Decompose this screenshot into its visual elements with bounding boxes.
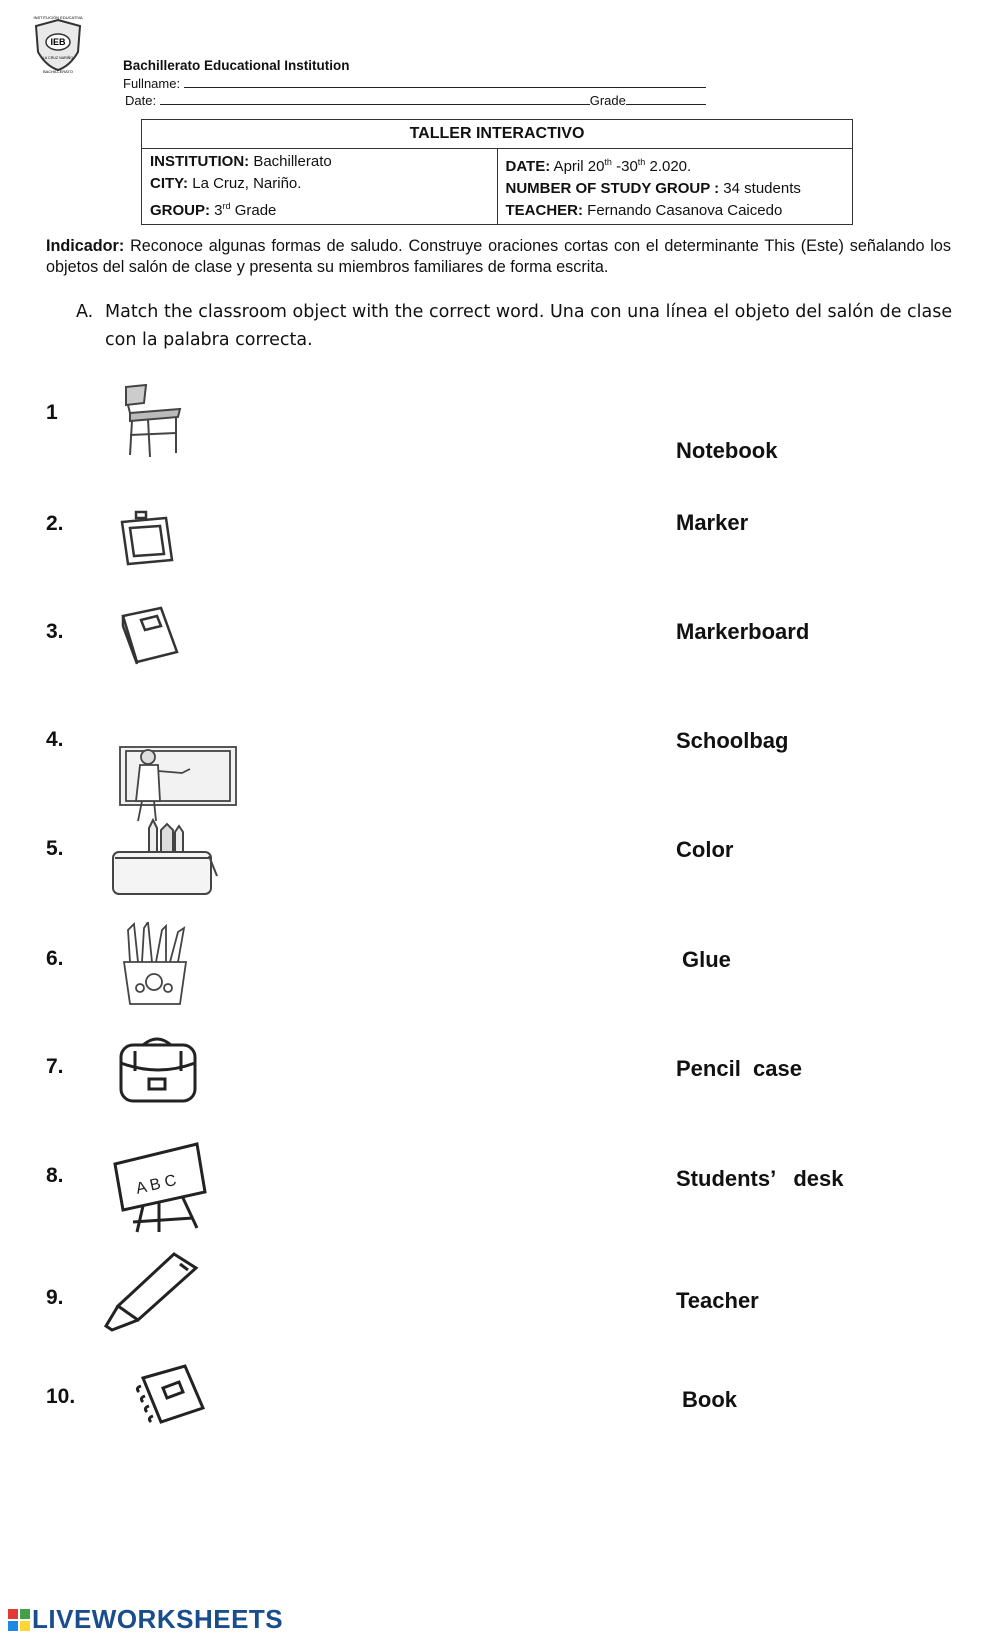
- word-9[interactable]: Teacher: [676, 1288, 759, 1313]
- date-info-label: DATE:: [505, 158, 551, 175]
- instruction-letter: A.: [76, 302, 94, 322]
- liveworksheets-logo-icon: [8, 1607, 30, 1629]
- word-3[interactable]: Markerboard: [676, 619, 810, 644]
- grade-input-line[interactable]: [626, 92, 706, 105]
- study-group-value: 34 students: [719, 180, 801, 197]
- date-sup-1: th: [604, 157, 612, 167]
- notebook-icon[interactable]: [133, 1364, 209, 1435]
- item-number-1: 1: [46, 401, 58, 424]
- svg-text:A B C: A B C: [134, 1171, 179, 1198]
- group-grade: Grade: [230, 202, 277, 219]
- group-label: GROUP:: [150, 202, 210, 219]
- logo-city-text: LA CRUZ NARIÑO: [42, 56, 74, 60]
- word-6[interactable]: Glue: [682, 947, 731, 972]
- book-icon[interactable]: [119, 606, 181, 671]
- date-value-1: April 20: [550, 158, 605, 175]
- institution-value: Bachillerato: [249, 153, 332, 170]
- schoolbag-icon[interactable]: [115, 1033, 201, 1110]
- institution-name: Bachillerato Educational Institution: [123, 58, 350, 73]
- marker-icon[interactable]: [104, 1250, 202, 1337]
- logo-bottom-text: BACHILLERATO: [42, 69, 74, 74]
- pencil-case-icon[interactable]: [111, 818, 219, 903]
- institution-row: [150, 151, 489, 173]
- date-value-3: 2.020.: [645, 158, 692, 175]
- footer-brand: LIVEWORKSHEETS: [32, 1604, 284, 1634]
- item-number-6: 6.: [46, 947, 64, 970]
- info-left-cell: [142, 149, 498, 225]
- instruction: [76, 298, 956, 354]
- word-1[interactable]: Notebook: [676, 438, 778, 463]
- item-number-4: 4.: [46, 728, 64, 751]
- logo-top-text: INSTITUCIÓN EDUCATIVA: [33, 15, 83, 20]
- teacher-label: TEACHER:: [505, 202, 583, 219]
- teacher-value: Fernando Casanova Caicedo: [583, 202, 783, 219]
- date-sup-2: th: [637, 157, 646, 167]
- indicador-paragraph: [46, 236, 951, 278]
- date-label: Date:: [125, 93, 157, 108]
- indicador-label: Indicador:: [46, 237, 125, 255]
- marker-board-icon[interactable]: [116, 510, 178, 573]
- grade-label: Grade: [589, 93, 626, 108]
- colors-icon[interactable]: [110, 922, 200, 1013]
- date-info-row: [506, 151, 845, 178]
- school-logo: [30, 14, 86, 74]
- fullname-row: [123, 75, 706, 91]
- item-number-8: 8.: [46, 1164, 64, 1187]
- fullname-input-line[interactable]: [184, 75, 706, 88]
- date-row: [125, 92, 706, 108]
- group-value: 3: [210, 202, 223, 219]
- logo-abbrev: IEB: [50, 37, 66, 47]
- indicador-text: Reconoce algunas formas de saludo. Construye oraciones cortas con el determinante This (Este) señalando los objetos del salón de clase y presenta su miembros familiares de forma escrita.: [46, 237, 951, 276]
- word-5[interactable]: Color: [676, 837, 734, 862]
- institution-label: INSTITUTION:: [150, 153, 250, 170]
- group-sup: rd: [222, 201, 231, 211]
- item-number-5: 5.: [46, 837, 64, 860]
- word-7[interactable]: Pencil case: [676, 1056, 802, 1081]
- word-2[interactable]: Marker: [676, 510, 749, 535]
- word-4[interactable]: Schoolbag: [676, 728, 789, 753]
- word-8[interactable]: Students’ desk: [676, 1166, 844, 1191]
- instruction-text: Match the classroom object with the correct word. Una con una línea el objeto del salón de clase con la palabra correcta.: [105, 302, 953, 350]
- liveworksheets-footer: [8, 1604, 283, 1635]
- easel-board-icon[interactable]: [113, 1142, 209, 1239]
- item-number-10: 10.: [46, 1385, 76, 1408]
- study-group-label: NUMBER OF STUDY GROUP :: [505, 180, 720, 197]
- item-number-7: 7.: [46, 1055, 64, 1078]
- info-right-cell: [497, 149, 853, 225]
- word-10[interactable]: Book: [682, 1387, 737, 1412]
- teacher-row: [506, 200, 845, 222]
- item-number-3: 3.: [46, 620, 64, 643]
- group-row: [150, 195, 489, 222]
- date-input-line[interactable]: [160, 92, 590, 105]
- city-row: [150, 173, 489, 195]
- info-table-title: TALLER INTERACTIVO: [142, 120, 853, 149]
- students-desk-icon[interactable]: [120, 383, 186, 466]
- city-label: CITY:: [150, 175, 189, 192]
- fullname-label: Fullname:: [123, 76, 181, 91]
- date-value-2: -30: [611, 158, 638, 175]
- city-value: La Cruz, Nariño.: [188, 175, 302, 192]
- teacher-icon[interactable]: [118, 745, 238, 828]
- info-table: [141, 119, 853, 225]
- study-group-row: [506, 178, 845, 200]
- item-number-9: 9.: [46, 1286, 64, 1309]
- item-number-2: 2.: [46, 512, 64, 535]
